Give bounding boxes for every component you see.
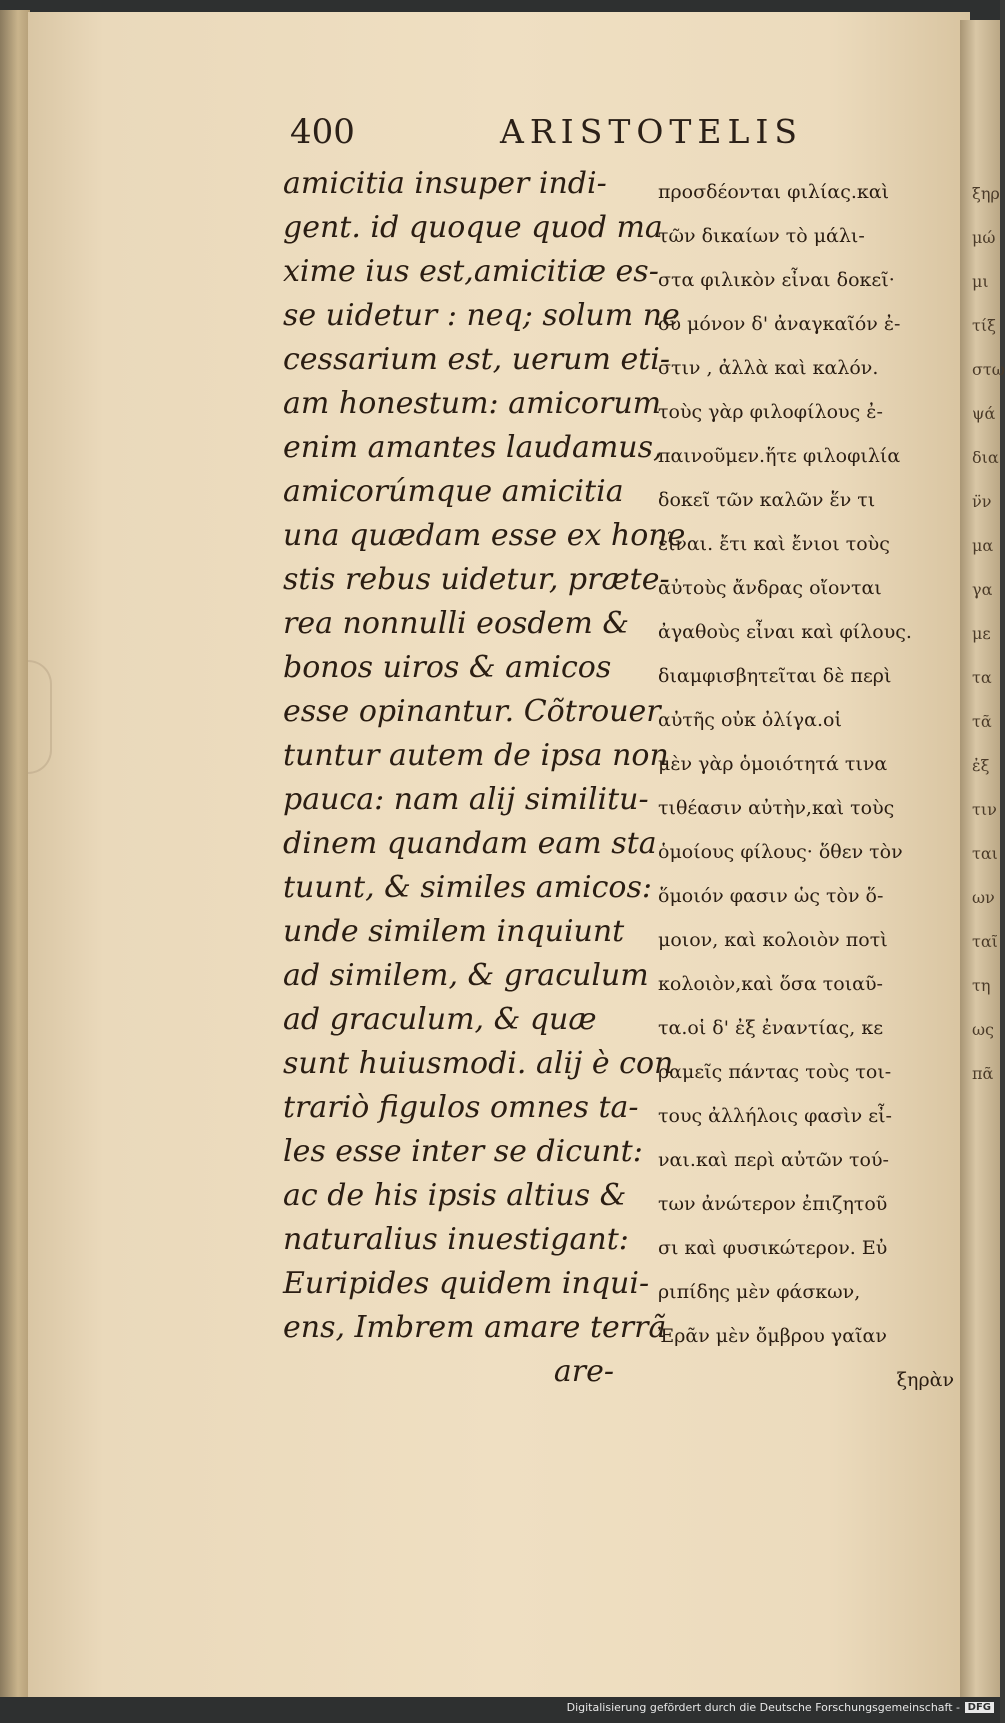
footer-bar [0, 1697, 1000, 1723]
greek-text-line: τιθέασιν αὐτὴν,καὶ τοὺς [658, 797, 895, 819]
facing-page-fragment: με [972, 624, 991, 643]
greek-text-line: Ἐρᾶν μὲν ὄμβρου γαῖαν [658, 1325, 887, 1347]
catchword: ξηρὰν [896, 1369, 954, 1391]
latin-text-line: pauca: nam alij similitu- [283, 782, 649, 817]
greek-text-line: ὅμοιόν φασιν ὡς τὸν ὅ- [658, 885, 884, 907]
facing-page-fragment: ἐξ [972, 756, 990, 775]
latin-text-line: les esse inter se dicunt: [283, 1134, 643, 1169]
latin-text-line: se uidetur : neq; solum ne [283, 298, 680, 333]
latin-text-line: rea nonnulli eosdem & [283, 606, 630, 641]
facing-page-fragment: μι [972, 272, 989, 291]
latin-text-line: enim amantes laudamus, [283, 430, 663, 465]
facing-page-fragment: τίξ [972, 316, 996, 335]
facing-page-fragment: μα [972, 536, 994, 555]
latin-text-line: ac de his ipsis altius & [283, 1178, 627, 1213]
greek-text-line: τοὺς γὰρ φιλοφίλους ἐ- [658, 401, 883, 423]
greek-text-line: ραμεῖς πάντας τοὺς τοι- [658, 1061, 892, 1083]
facing-page-fragment: τᾶ [972, 712, 992, 731]
greek-text-line: οὐ μόνον δ' ἀναγκαῖόν ἐ- [658, 313, 901, 335]
facing-page-fragment: ξηρ [972, 184, 1000, 203]
facing-page-fragment: πᾶ [972, 1064, 994, 1083]
footer-credit: Digitalisierung gefördert durch die Deutsche Forschungsgemeinschaft - [566, 1701, 960, 1714]
latin-text-line: xime ius est,amicitiæ es- [283, 254, 659, 289]
greek-text-line: τῶν δικαίων τὸ μάλι- [658, 225, 865, 247]
latin-text-line: stis rebus uidetur, præte- [283, 562, 670, 597]
greek-text-line: ριπίδης μὲν φάσκων, [658, 1281, 861, 1303]
page-number: 400 [290, 112, 355, 152]
greek-text-line: προσδέονται φιλίας.καὶ [658, 181, 890, 203]
thumb-mark [28, 660, 52, 774]
facing-page-fragment: ως [972, 1020, 995, 1039]
greek-text-line: εἶναι. ἔτι καὶ ἔνιοι τοὺς [658, 533, 890, 555]
facing-page-fragment: δια [972, 448, 999, 467]
dfg-logo: DFG [965, 1702, 994, 1713]
latin-text-line: trariò figulos omnes ta- [283, 1090, 639, 1125]
latin-text-line: ens, Imbrem amare terrã [283, 1310, 667, 1345]
latin-text-line: tuntur autem de ipsa non [283, 738, 669, 773]
greek-text-line: ὁμοίους φίλους· ὅθεν τὸν [658, 841, 903, 863]
latin-text-line: dinem quandam eam sta [283, 826, 657, 861]
running-head: ARISTOTELIS [500, 112, 804, 151]
greek-text-line: μὲν γὰρ ὁμοιότητά τινα [658, 753, 888, 775]
facing-page-fragment: τα [972, 668, 992, 687]
greek-text-line: παινοῦμεν.ἥτε φιλοφιλία [658, 445, 901, 467]
latin-text-line: sunt huiusmodi. alij è con [283, 1046, 674, 1081]
greek-text-line: τα.οἱ δ' ἐξ ἐναντίας, κε [658, 1017, 884, 1039]
facing-page-fragment: στω [972, 360, 1005, 379]
page-header [290, 112, 870, 162]
greek-text-line: δοκεῖ τῶν καλῶν ἕν τι [658, 489, 876, 511]
greek-text-line: των ἀνώτερον ἐπιζητοῦ [658, 1193, 888, 1215]
greek-text-line: ναι.καὶ περὶ αὐτῶν τού- [658, 1149, 889, 1171]
latin-text-line: ad similem, & graculum [283, 958, 649, 993]
greek-text-line: ἀγαθοὺς εἶναι καὶ φίλους. [658, 621, 912, 643]
facing-page-fragment: τη [972, 976, 991, 995]
facing-page-fragment: ται [972, 844, 998, 863]
latin-text-line: gent. id quoque quod ma [283, 210, 663, 245]
greek-text-line: στιν , ἀλλὰ καὶ καλόν. [658, 357, 879, 379]
facing-page-fragment: ων [972, 888, 995, 907]
latin-text-line: naturalius inuestigant: [283, 1222, 629, 1257]
latin-text-line: Euripides quidem inqui- [283, 1266, 650, 1301]
latin-text-line: tuunt, & similes amicos: [283, 870, 652, 905]
latin-text-line: am honestum: amicorum [283, 386, 662, 421]
latin-text-line: cessarium est, uerum eti- [283, 342, 671, 377]
greek-text-line: τους ἀλλήλοις φασὶν εἶ- [658, 1105, 892, 1127]
greek-text-line: κολοιὸν,καὶ ὅσα τοιαῦ- [658, 973, 883, 995]
latin-text-line: esse opinantur. Cõtrouer [283, 694, 661, 729]
facing-page-fragment: ν̈ν [972, 492, 992, 511]
greek-text-line: αὐτοὺς ἄνδρας οἴονται [658, 577, 882, 599]
facing-page-fragment: ψά [972, 404, 996, 423]
facing-page-fragment: γα [972, 580, 993, 599]
greek-text-line: διαμφισβητεῖται δὲ περὶ [658, 665, 892, 687]
latin-text-line: amicorúmque amicitia [283, 474, 624, 509]
greek-column [658, 170, 966, 1402]
page-edge-left [0, 10, 30, 1700]
greek-text-line: στα φιλικὸν εἶναι δοκεῖ· [658, 269, 895, 291]
facing-page-fragments [972, 172, 1005, 1096]
facing-page-fragment: ταῖ [972, 932, 998, 951]
latin-column [283, 162, 686, 1394]
latin-text-line: ad graculum, & quæ [283, 1002, 597, 1037]
greek-text-line: αὐτῆς οὐκ ὀλίγα.οἱ [658, 709, 842, 731]
latin-text-line: amicitia insuper indi- [283, 166, 607, 201]
catchword: are- [553, 1354, 614, 1389]
facing-page-fragment: μώ [972, 228, 996, 247]
latin-text-line: unde similem inquiunt [283, 914, 625, 949]
greek-text-line: σι καὶ φυσικώτερον. Εὐ [658, 1237, 888, 1259]
latin-text-line: bonos uiros & amicos [283, 650, 612, 685]
latin-text-line: una quædam esse ex hone [283, 518, 686, 553]
greek-text-line: μοιον, καὶ κολοιὸν ποτὶ [658, 929, 888, 951]
facing-page-fragment: τιν [972, 800, 997, 819]
